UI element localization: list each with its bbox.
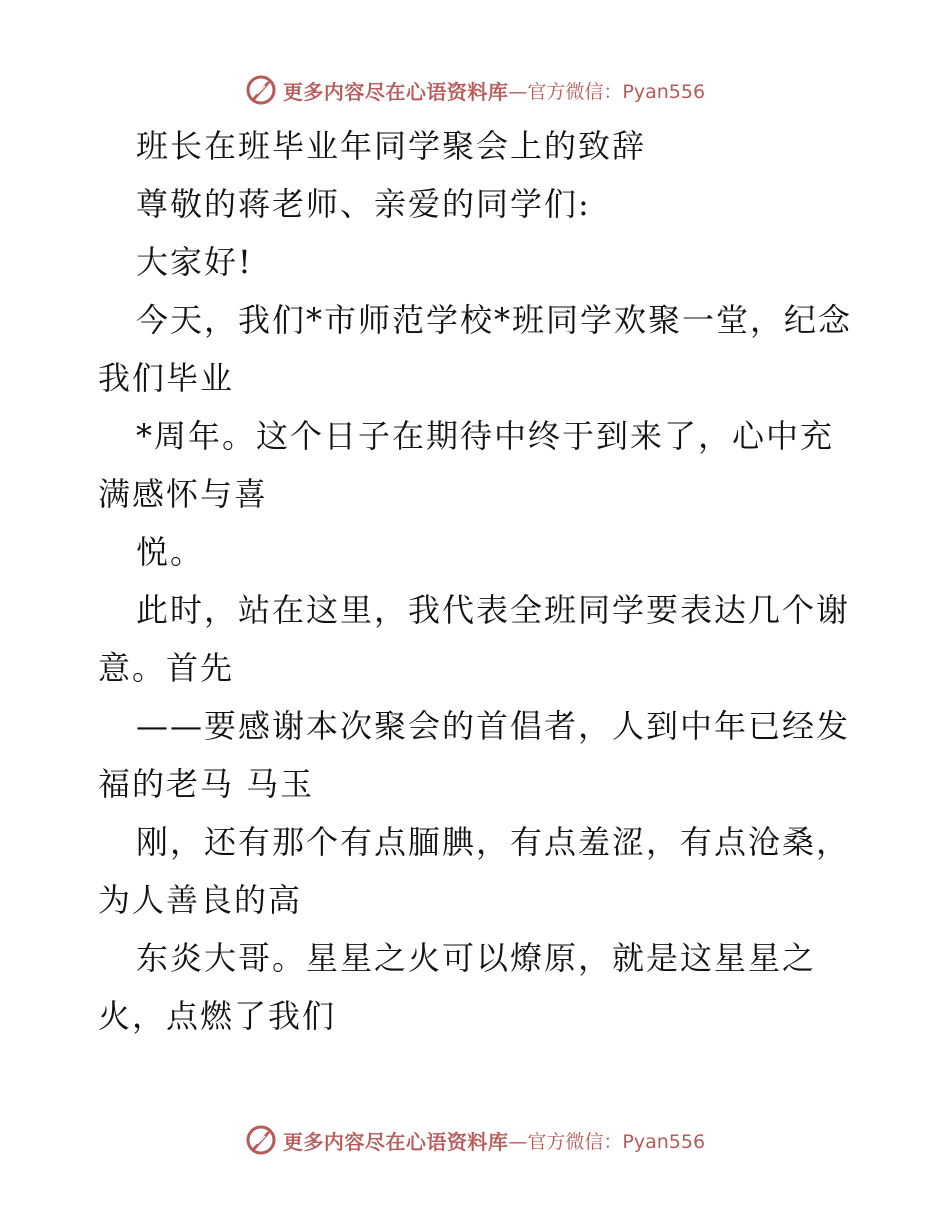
document-title: 班长在班毕业年同学聚会上的致辞 xyxy=(136,127,647,165)
paragraph-line: 此时，站在这里，我代表全班同学要表达几个谢 xyxy=(136,591,851,629)
paragraph-line: 火，点燃了我们 xyxy=(98,997,337,1035)
banner-wechat-text: —官方微信：Pyan556 xyxy=(508,80,706,103)
banner-main-text: 更多内容尽在心语资料库 xyxy=(282,79,509,104)
paragraph-line: 今天，我们*市师范学校*班同学欢聚一堂，纪念 xyxy=(136,301,853,339)
paragraph-line: 满感怀与喜 xyxy=(98,475,269,513)
paragraph-line: 为人善良的高 xyxy=(98,881,303,919)
header-banner xyxy=(0,72,950,108)
paragraph-line: *周年。这个日子在期待中终于到来了，心中充 xyxy=(136,417,835,455)
footer-banner xyxy=(0,1122,950,1158)
quill-pen-logo-icon xyxy=(245,74,277,106)
paragraph-line: 刚，还有那个有点腼腆，有点羞涩，有点沧桑， xyxy=(136,823,851,861)
paragraph-line: 福的老马 马玉 xyxy=(98,765,315,803)
paragraph-line: 悦。 xyxy=(136,533,205,571)
banner-wechat-text: —官方微信：Pyan556 xyxy=(508,1130,706,1153)
salutation: 尊敬的蒋老师、亲爱的同学们: xyxy=(136,185,591,223)
paragraph-line: 意。首先 xyxy=(98,649,235,687)
quill-pen-logo-icon xyxy=(245,1124,277,1156)
paragraph-line: 东炎大哥。星星之火可以燎原，就是这星星之 xyxy=(136,939,817,977)
banner-main-text: 更多内容尽在心语资料库 xyxy=(282,1129,509,1154)
paragraph-line: ——要感谢本次聚会的首倡者，人到中年已经发 xyxy=(136,707,851,745)
greeting: 大家好! xyxy=(136,243,253,281)
paragraph-line: 我们毕业 xyxy=(98,359,235,397)
